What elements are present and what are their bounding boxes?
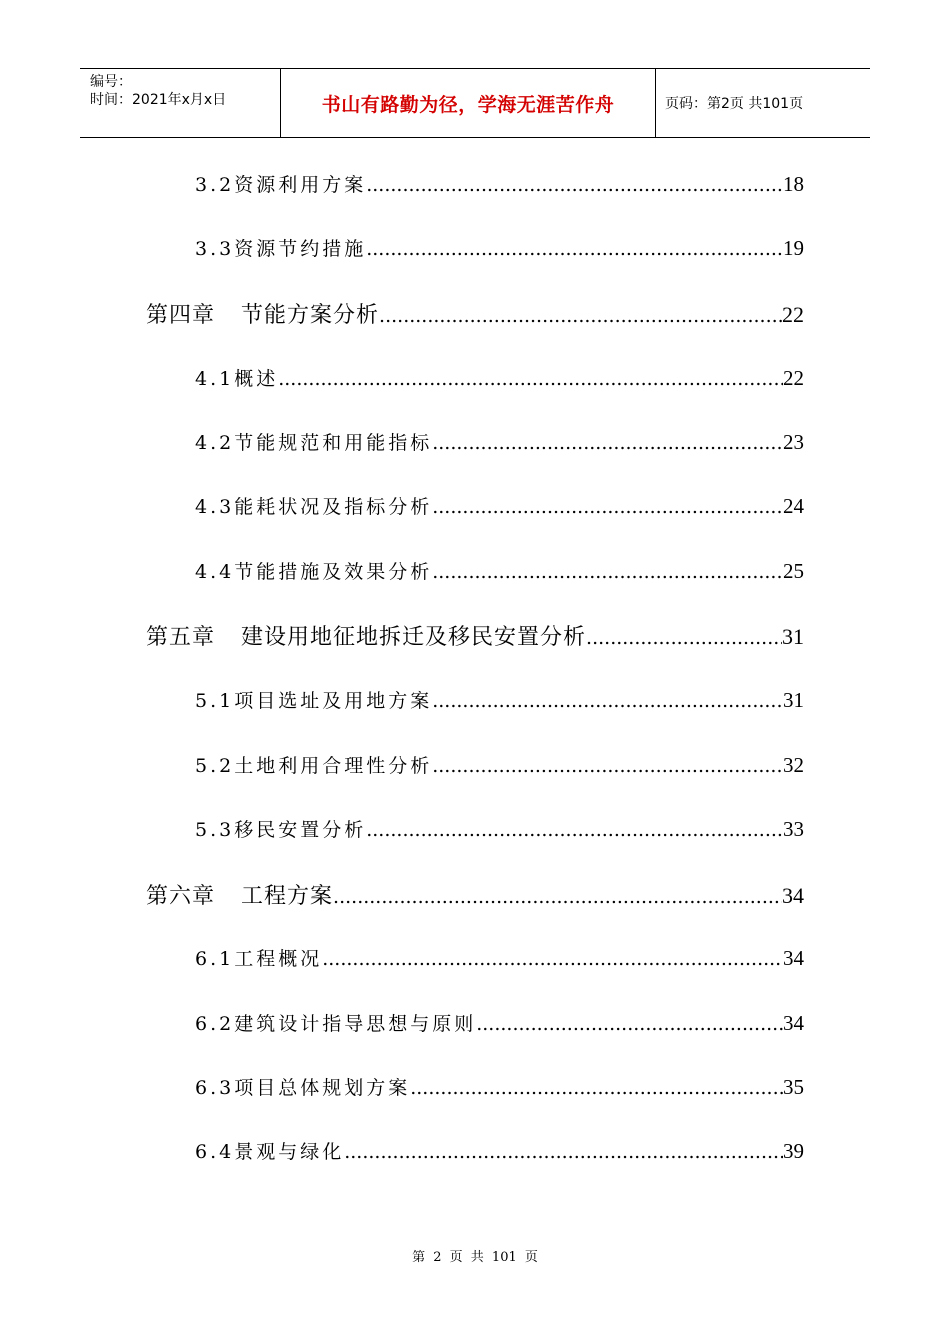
toc-leader-dots: [366, 238, 783, 260]
toc-entry-title: 4.4节能措施及效果分析: [195, 561, 433, 583]
toc-entry-page: 22: [783, 366, 804, 390]
toc-leader-dots: [432, 755, 783, 777]
page-header: [80, 68, 870, 138]
toc-leader-dots: [432, 561, 783, 583]
toc-chapter-number: 第四章: [146, 303, 216, 328]
toc-leader-dots: [333, 884, 782, 909]
toc-entry[interactable]: [195, 1009, 804, 1036]
toc-entry-title: 4.3能耗状况及指标分析: [195, 496, 433, 518]
toc-entry[interactable]: [195, 364, 804, 391]
toc-entry-title: 3.3资源节约措施: [195, 238, 367, 260]
toc-chapter[interactable]: [146, 879, 804, 910]
toc-entry[interactable]: [195, 751, 804, 778]
toc-entry[interactable]: [195, 815, 804, 842]
toc-entry-page: 22: [782, 302, 804, 327]
toc-entry[interactable]: [195, 428, 804, 455]
toc-entry-page: 25: [783, 559, 804, 583]
toc-entry-page: 19: [783, 236, 804, 260]
toc-entry-page: 34: [782, 883, 804, 908]
toc-leader-dots: [366, 819, 783, 841]
toc-entry[interactable]: [195, 170, 804, 197]
toc-entry-page: 18: [783, 172, 804, 196]
toc-entry-title: 6.1工程概况: [195, 948, 323, 970]
toc-leader-dots: [366, 174, 783, 196]
document-number-label: 编号：: [90, 74, 132, 90]
toc-leader-dots: [278, 368, 783, 390]
toc-entry-page: 35: [783, 1075, 804, 1099]
toc-entry-title: 4.2节能规范和用能指标: [195, 432, 433, 454]
toc-entry-title: 3.2资源利用方案: [195, 174, 367, 196]
toc-entry-page: 32: [783, 753, 804, 777]
toc-entry-page: 34: [783, 1011, 804, 1035]
toc-entry[interactable]: [195, 1137, 804, 1164]
toc-entry-page: 23: [783, 430, 804, 454]
toc-chapter[interactable]: [146, 298, 804, 329]
toc-leader-dots: [344, 1141, 783, 1163]
header-motto: 书山有路勤为径，学海无涯苦作舟: [280, 69, 656, 137]
toc-entry-title: 6.4景观与绿化: [195, 1141, 345, 1163]
toc-entry-title: 5.2土地利用合理性分析: [195, 755, 433, 777]
toc-chapter-title: 建设用地征地拆迁及移民安置分析: [241, 625, 587, 650]
toc-entry-title: 6.2建筑设计指导思想与原则: [195, 1013, 477, 1035]
toc-entry-title: 5.3移民安置分析: [195, 819, 367, 841]
toc-entry[interactable]: [195, 557, 804, 584]
toc-leader-dots: [322, 948, 783, 970]
toc-leader-dots: [379, 303, 782, 328]
toc-entry-page: 31: [782, 624, 804, 649]
toc-entry[interactable]: [195, 234, 804, 261]
toc-entry-page: 24: [783, 494, 804, 518]
toc-leader-dots: [586, 625, 782, 650]
toc-leader-dots: [476, 1013, 783, 1035]
toc-chapter-number: 第六章: [146, 884, 216, 909]
header-meta: [80, 69, 280, 137]
toc-chapter[interactable]: [146, 620, 804, 651]
toc-entry[interactable]: [195, 686, 804, 713]
toc-entry-page: 34: [783, 946, 804, 970]
toc-leader-dots: [432, 690, 783, 712]
toc-entry-title: 5.1项目选址及用地方案: [195, 690, 433, 712]
toc-chapter-title: 节能方案分析: [241, 303, 380, 328]
toc-leader-dots: [432, 496, 783, 518]
toc-entry-title: 4.1概述: [195, 368, 279, 390]
toc-entry[interactable]: [195, 492, 804, 519]
toc-entry-page: 31: [783, 688, 804, 712]
toc-leader-dots: [432, 432, 783, 454]
toc-entry-page: 33: [783, 817, 804, 841]
toc-chapter-number: 第五章: [146, 625, 216, 650]
toc-entry-page: 39: [783, 1139, 804, 1163]
toc-entry[interactable]: [195, 944, 804, 971]
page-footer: 第 2 页 共 101 页: [412, 1250, 538, 1265]
document-date: 时间：2021年x月x日: [90, 92, 227, 108]
header-page-info: 页码：第2页 共101页: [665, 96, 804, 112]
toc-entry-title: 6.3项目总体规划方案: [195, 1077, 411, 1099]
toc-chapter-title: 工程方案: [241, 884, 334, 909]
toc-entry[interactable]: [195, 1073, 804, 1100]
toc-leader-dots: [410, 1077, 783, 1099]
